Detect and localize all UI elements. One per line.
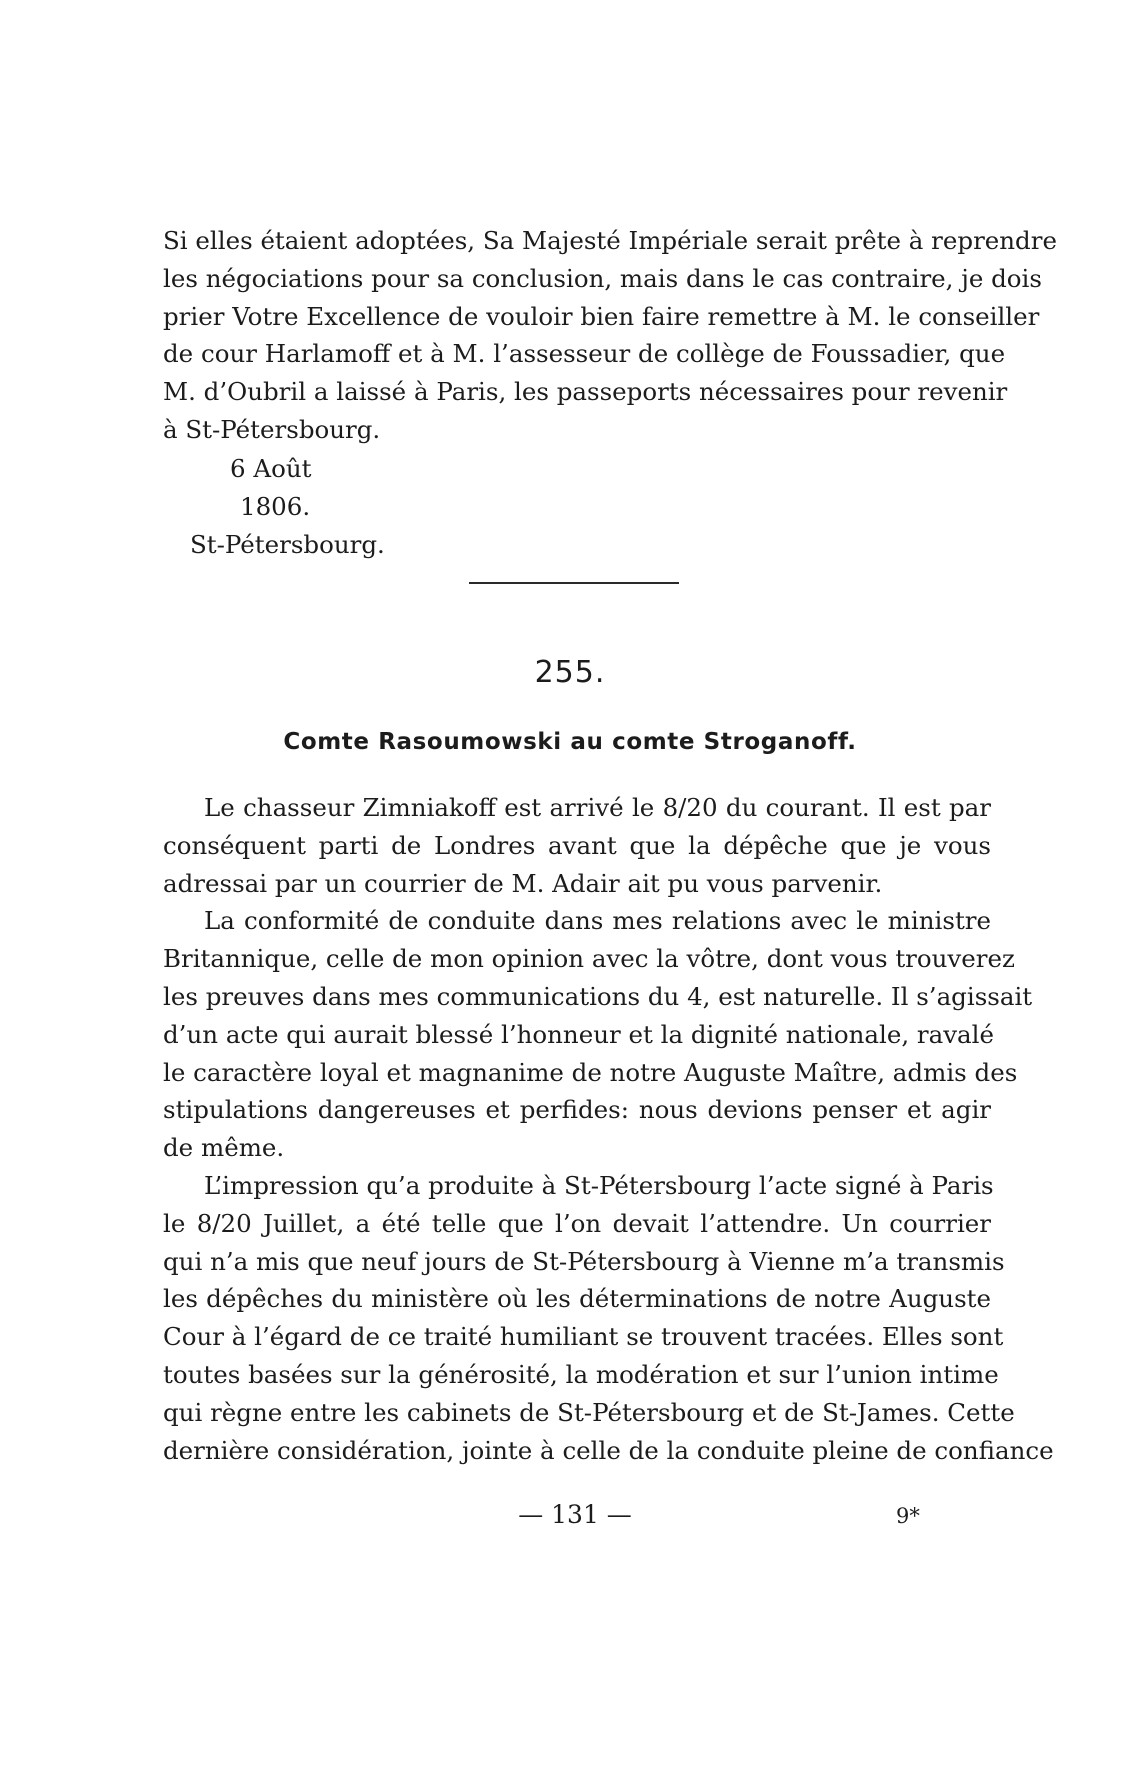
text-line: L’impression qu’a produite à St-Pétersbourg l’acte signé à Paris — [204, 1170, 994, 1200]
intro-paragraph — [163, 222, 1057, 449]
dateline-day: 6 Août — [230, 454, 312, 483]
text-line: de cour Harlamoff et à M. l’assesseur de collège de Foussadier, que — [163, 339, 1006, 369]
text-line: conséquent parti de Londres avant que la dépêche que je vous — [163, 830, 991, 860]
text-line: Si elles étaient adoptées, Sa Majesté Impériale serait prête à reprendre — [163, 226, 1057, 255]
page-footer — [0, 1500, 1140, 1540]
signature-mark: 9* — [896, 1504, 920, 1528]
letter-body — [163, 789, 1054, 1469]
dateline-year: 1806. — [240, 492, 311, 521]
document-number: 255. — [534, 655, 606, 690]
text-line: les dépêches du ministère où les déterminations de notre Auguste — [163, 1284, 991, 1314]
text-line: de même. — [163, 1133, 285, 1163]
text-line: à St-Pétersbourg. — [163, 414, 381, 444]
text-line: adressai par un courrier de M. Adair ait pu vous parvenir. — [163, 868, 883, 898]
text-line: qui règne entre les cabinets de St-Pétersbourg et de St-James. Cette — [163, 1397, 1015, 1427]
document-heading: Comte Rasoumowski au comte Stroganoff. — [283, 729, 857, 755]
dateline-place: St-Pétersbourg. — [190, 530, 385, 559]
text-line: La conformité de conduite dans mes relations avec le ministre — [204, 906, 991, 936]
text-line: stipulations dangereuses et perfides: nous devions penser et agir — [163, 1095, 991, 1125]
text-line: Cour à l’égard de ce traité humiliant se trouvent tracées. Elles sont — [163, 1322, 1004, 1352]
text-line: qui n’a mis que neuf jours de St-Pétersbourg à Vienne m’a transmis — [163, 1246, 1005, 1276]
text-line: dernière considération, jointe à celle de la conduite pleine de confiance — [163, 1435, 1054, 1465]
text-line: prier Votre Excellence de vouloir bien faire remettre à M. le conseiller — [163, 301, 1040, 331]
text-line: les négociations pour sa conclusion, mais dans le cas contraire, je dois — [163, 263, 1042, 293]
text-line: toutes basées sur la générosité, la modération et sur l’union intime — [163, 1359, 999, 1389]
page-number: — 131 — — [518, 1500, 632, 1529]
text-line: les preuves dans mes communications du 4, est naturelle. Il s’agissait — [163, 981, 1033, 1011]
text-line: le 8/20 Juillet, a été telle que l’on devait l’attendre. Un courrier — [163, 1208, 991, 1238]
text-line: Britannique, celle de mon opinion avec la vôtre, dont vous trouverez — [163, 944, 1015, 974]
text-line: d’un acte qui aurait blessé l’honneur et la dignité nationale, ravalé — [163, 1019, 995, 1049]
text-line: Le chasseur Zimniakoff est arrivé le 8/20 du courant. Il est par — [204, 793, 991, 822]
text-line: le caractère loyal et magnanime de notre Auguste Maître, admis des — [163, 1057, 1018, 1087]
section-divider — [469, 582, 679, 584]
text-line: M. d’Oubril a laissé à Paris, les passeports nécessaires pour revenir — [163, 377, 1008, 407]
